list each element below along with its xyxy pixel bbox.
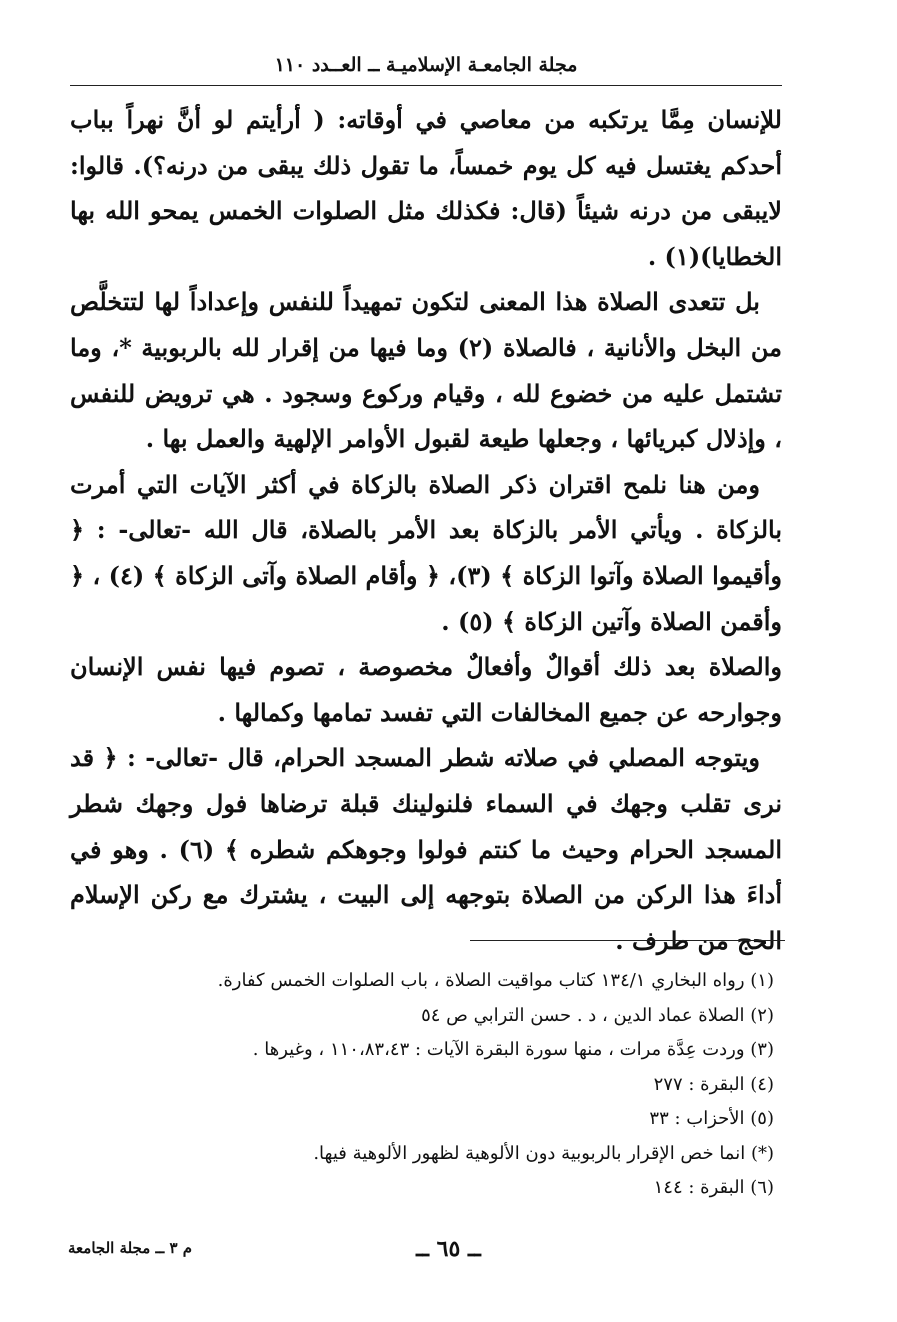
footnote-2: (٢) الصلاة عماد الدين ، د . حسن الترابي ص ٥٤ bbox=[421, 1004, 774, 1026]
paragraph-5: ويتوجه المصلي في صلاته شطر المسجد الحرام، قال -تعالى- : ﴿ قد نرى تقلب وجهك في السماء فلنولينك قبلة ترضاها فول وجهك شطر المسجد الحرام وحيث ما كنتم فولوا وجوهكم شطره ﴾ (٦) . وهو في أداءَ هذا الركن من الصلاة بتوجهه إلى البيت ، يشترك مع ركن الإسلام الحج من طرف . bbox=[70, 743, 782, 955]
footnote-1: (١) رواه البخاري ١٣٤/١ كتاب مواقيت الصلاة ، باب الصلوات الخمس كفارة. bbox=[217, 970, 774, 991]
footnotes bbox=[70, 964, 782, 1206]
page-number: ــ ٦٥ ــ bbox=[416, 1236, 481, 1262]
footnote-asterisk: (*) انما خص الإقرار بالربوبية دون الألوهية لظهور الألوهية فيها. bbox=[313, 1142, 774, 1164]
footnote-3: (٣) وردت عِدَّة مرات ، منها سورة البقرة الآيات : ١١٠،٨٣،٤٣ ، وغيرها . bbox=[252, 1039, 774, 1060]
footnote-rule bbox=[470, 940, 785, 941]
footnote-6: (٦) البقرة : ١٤٤ bbox=[653, 1177, 774, 1198]
footnote-4: (٤) البقرة : ٢٧٧ bbox=[653, 1073, 774, 1095]
running-title: مجلة الجامعـة الإسلاميـة ــ العــدد ١١٠ bbox=[274, 54, 578, 76]
main-text bbox=[70, 97, 782, 963]
paragraph-4: والصلاة بعد ذلك أقوالٌ وأفعالٌ مخصوصة ، تصوم فيها نفس الإنسان وجوارحه عن جميع المخالفات التي تفسد تمامها وكمالها . bbox=[70, 652, 782, 727]
footnote-5: (٥) الأحزاب : ٣٣ bbox=[649, 1108, 774, 1129]
printer-signature: م ٣ ــ مجلة الجامعة bbox=[68, 1239, 193, 1257]
paragraph-1: للإنسان مِمَّا يرتكبه من معاصي في أوقاته: ( أرأيتم لو أنَّ نهراً بباب أحدكم يغتسل فيه كل يوم خمساً، ما تقول ذلك يبقى من درنه؟). قالوا: لايبقى من درنه شيئاً (قال: فكذلك مثل الصلوات الخمس يمحو الله بها الخطايا)(١) . bbox=[70, 105, 782, 271]
paragraph-3: ومن هنا نلمح اقتران ذكر الصلاة بالزكاة في أكثر الآيات التي أمرت بالزكاة . ويأتي الأمر بالزكاة بعد الأمر بالصلاة، قال الله -تعالى- : ﴿ وأقيموا الصلاة وآتوا الزكاة ﴾ (٣)، ﴿ وأقام الصلاة وآتى الزكاة ﴾ (٤) ، ﴿ وأقمن الصلاة وآتين الزكاة ﴾ (٥) . bbox=[70, 469, 783, 636]
header-rule bbox=[70, 85, 782, 86]
paragraph-2: بل تتعدى الصلاة هذا المعنى لتكون تمهيداً للنفس وإعداداً لها لتتخلَّص من البخل والأنانية ، فالصلاة (٢) وما فيها من إقرار لله بالربوبية *، وما تشتمل عليه من خضوع لله ، وقيام وركوع وسجود . هي ترويض للنفس ، وإذلال كبريائها ، وجعلها طيعة لقبول الأوامر الإلهية والعمل بها . bbox=[70, 287, 782, 454]
